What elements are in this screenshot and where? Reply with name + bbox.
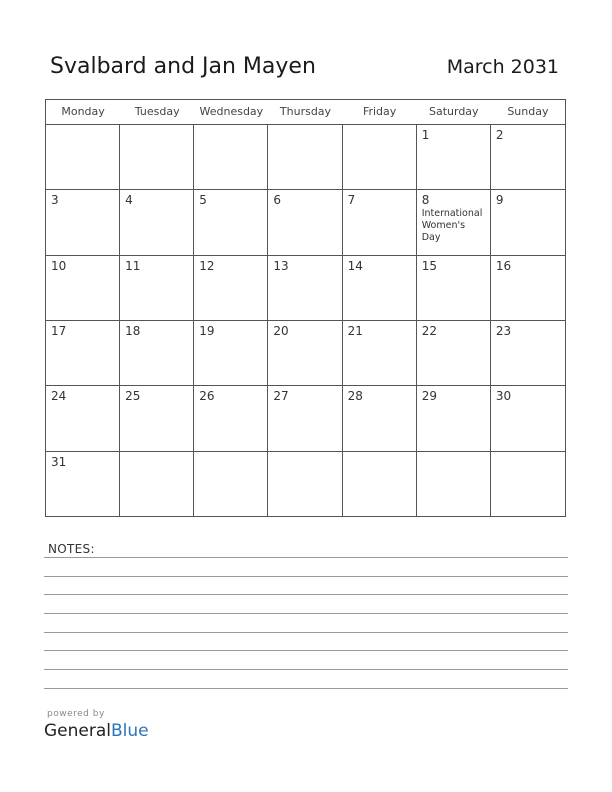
calendar-grid (45, 99, 566, 517)
notes-line (44, 594, 568, 595)
day-cell[interactable] (120, 256, 194, 321)
day-number: 4 (125, 193, 133, 208)
day-cell[interactable] (194, 190, 268, 255)
brand-logo[interactable] (44, 721, 149, 741)
day-cell[interactable] (417, 190, 491, 255)
day-cell[interactable] (343, 125, 417, 190)
brand-blue: Blue (111, 721, 149, 741)
day-cells (46, 125, 565, 517)
day-number: 28 (347, 389, 363, 404)
notes-line (44, 650, 568, 651)
day-cell[interactable] (46, 190, 120, 255)
weekday-friday: Friday (362, 105, 397, 118)
day-cell[interactable] (268, 125, 342, 190)
calendar-month: March 2031 (446, 56, 559, 78)
day-cell[interactable] (194, 256, 268, 321)
day-cell[interactable] (343, 321, 417, 386)
day-number: 3 (51, 193, 59, 208)
day-cell[interactable] (491, 190, 565, 255)
day-cell[interactable] (120, 125, 194, 190)
day-number: 14 (347, 258, 363, 273)
day-number: 25 (125, 389, 141, 404)
day-cell[interactable] (46, 386, 120, 451)
day-number: 9 (495, 193, 504, 208)
day-cell[interactable] (343, 256, 417, 321)
notes-line (44, 613, 568, 614)
day-cell[interactable] (343, 386, 417, 451)
day-cell[interactable] (46, 125, 120, 190)
day-cell[interactable] (491, 321, 565, 386)
day-number: 17 (51, 324, 67, 338)
day-cell[interactable] (194, 386, 268, 451)
day-number: 30 (495, 389, 512, 404)
day-cell[interactable] (120, 452, 194, 517)
day-cell[interactable] (491, 452, 565, 517)
weekday-wednesday: Wednesday (199, 105, 264, 118)
day-number: 11 (125, 258, 141, 273)
day-number: 6 (273, 193, 282, 208)
notes-line (44, 576, 568, 577)
day-number: 1 (421, 128, 430, 142)
day-cell[interactable] (491, 386, 565, 451)
notes-label: NOTES: (48, 542, 95, 556)
day-number: 29 (421, 389, 437, 404)
notes-line (44, 669, 568, 670)
day-cell[interactable] (491, 256, 565, 321)
day-number: 23 (495, 324, 512, 338)
day-cell[interactable] (268, 321, 342, 386)
day-number: 18 (125, 324, 141, 338)
holiday-event: International Women's Day (421, 208, 483, 244)
day-number: 19 (199, 324, 215, 338)
day-cell[interactable] (46, 321, 120, 386)
day-cell[interactable] (417, 321, 491, 386)
day-number: 16 (495, 258, 512, 273)
day-cell[interactable] (120, 190, 194, 255)
day-number: 15 (421, 258, 437, 273)
day-cell[interactable] (268, 256, 342, 321)
powered-by-text: powered by (47, 709, 105, 719)
day-cell[interactable] (343, 190, 417, 255)
day-cell[interactable] (343, 452, 417, 517)
day-number: 20 (273, 324, 289, 338)
day-cell[interactable] (417, 386, 491, 451)
brand-general: General (44, 721, 111, 741)
day-cell[interactable] (46, 256, 120, 321)
day-number: 24 (51, 389, 67, 404)
weekday-header (46, 100, 565, 125)
day-number: 7 (347, 193, 356, 208)
day-cell[interactable] (417, 256, 491, 321)
day-number: 2 (495, 128, 504, 142)
day-cell[interactable] (268, 386, 342, 451)
calendar-title: Svalbard and Jan Mayen (50, 54, 316, 79)
day-cell[interactable] (268, 190, 342, 255)
day-cell[interactable] (491, 125, 565, 190)
notes-line (44, 688, 568, 689)
day-cell[interactable] (46, 452, 120, 517)
day-number: 21 (347, 324, 363, 338)
day-number: 27 (273, 389, 289, 404)
day-cell[interactable] (194, 452, 268, 517)
day-number: 31 (51, 454, 67, 469)
day-number: 26 (199, 389, 215, 404)
day-cell[interactable] (120, 321, 194, 386)
day-number: 8 (421, 193, 430, 208)
day-number: 10 (51, 258, 67, 273)
weekday-saturday: Saturday (428, 105, 479, 118)
day-number: 5 (199, 193, 207, 208)
day-number: 12 (199, 258, 215, 273)
day-cell[interactable] (417, 452, 491, 517)
day-cell[interactable] (120, 386, 194, 451)
weekday-tuesday: Tuesday (134, 105, 180, 118)
day-cell[interactable] (268, 452, 342, 517)
weekday-thursday: Thursday (279, 105, 332, 118)
day-cell[interactable] (417, 125, 491, 190)
day-number: 13 (273, 258, 289, 273)
notes-line (44, 632, 568, 633)
day-number: 22 (421, 324, 437, 338)
weekday-monday: Monday (61, 105, 105, 118)
weekday-sunday: Sunday (507, 105, 549, 118)
day-cell[interactable] (194, 321, 268, 386)
notes-line (44, 557, 568, 558)
day-cell[interactable] (194, 125, 268, 190)
